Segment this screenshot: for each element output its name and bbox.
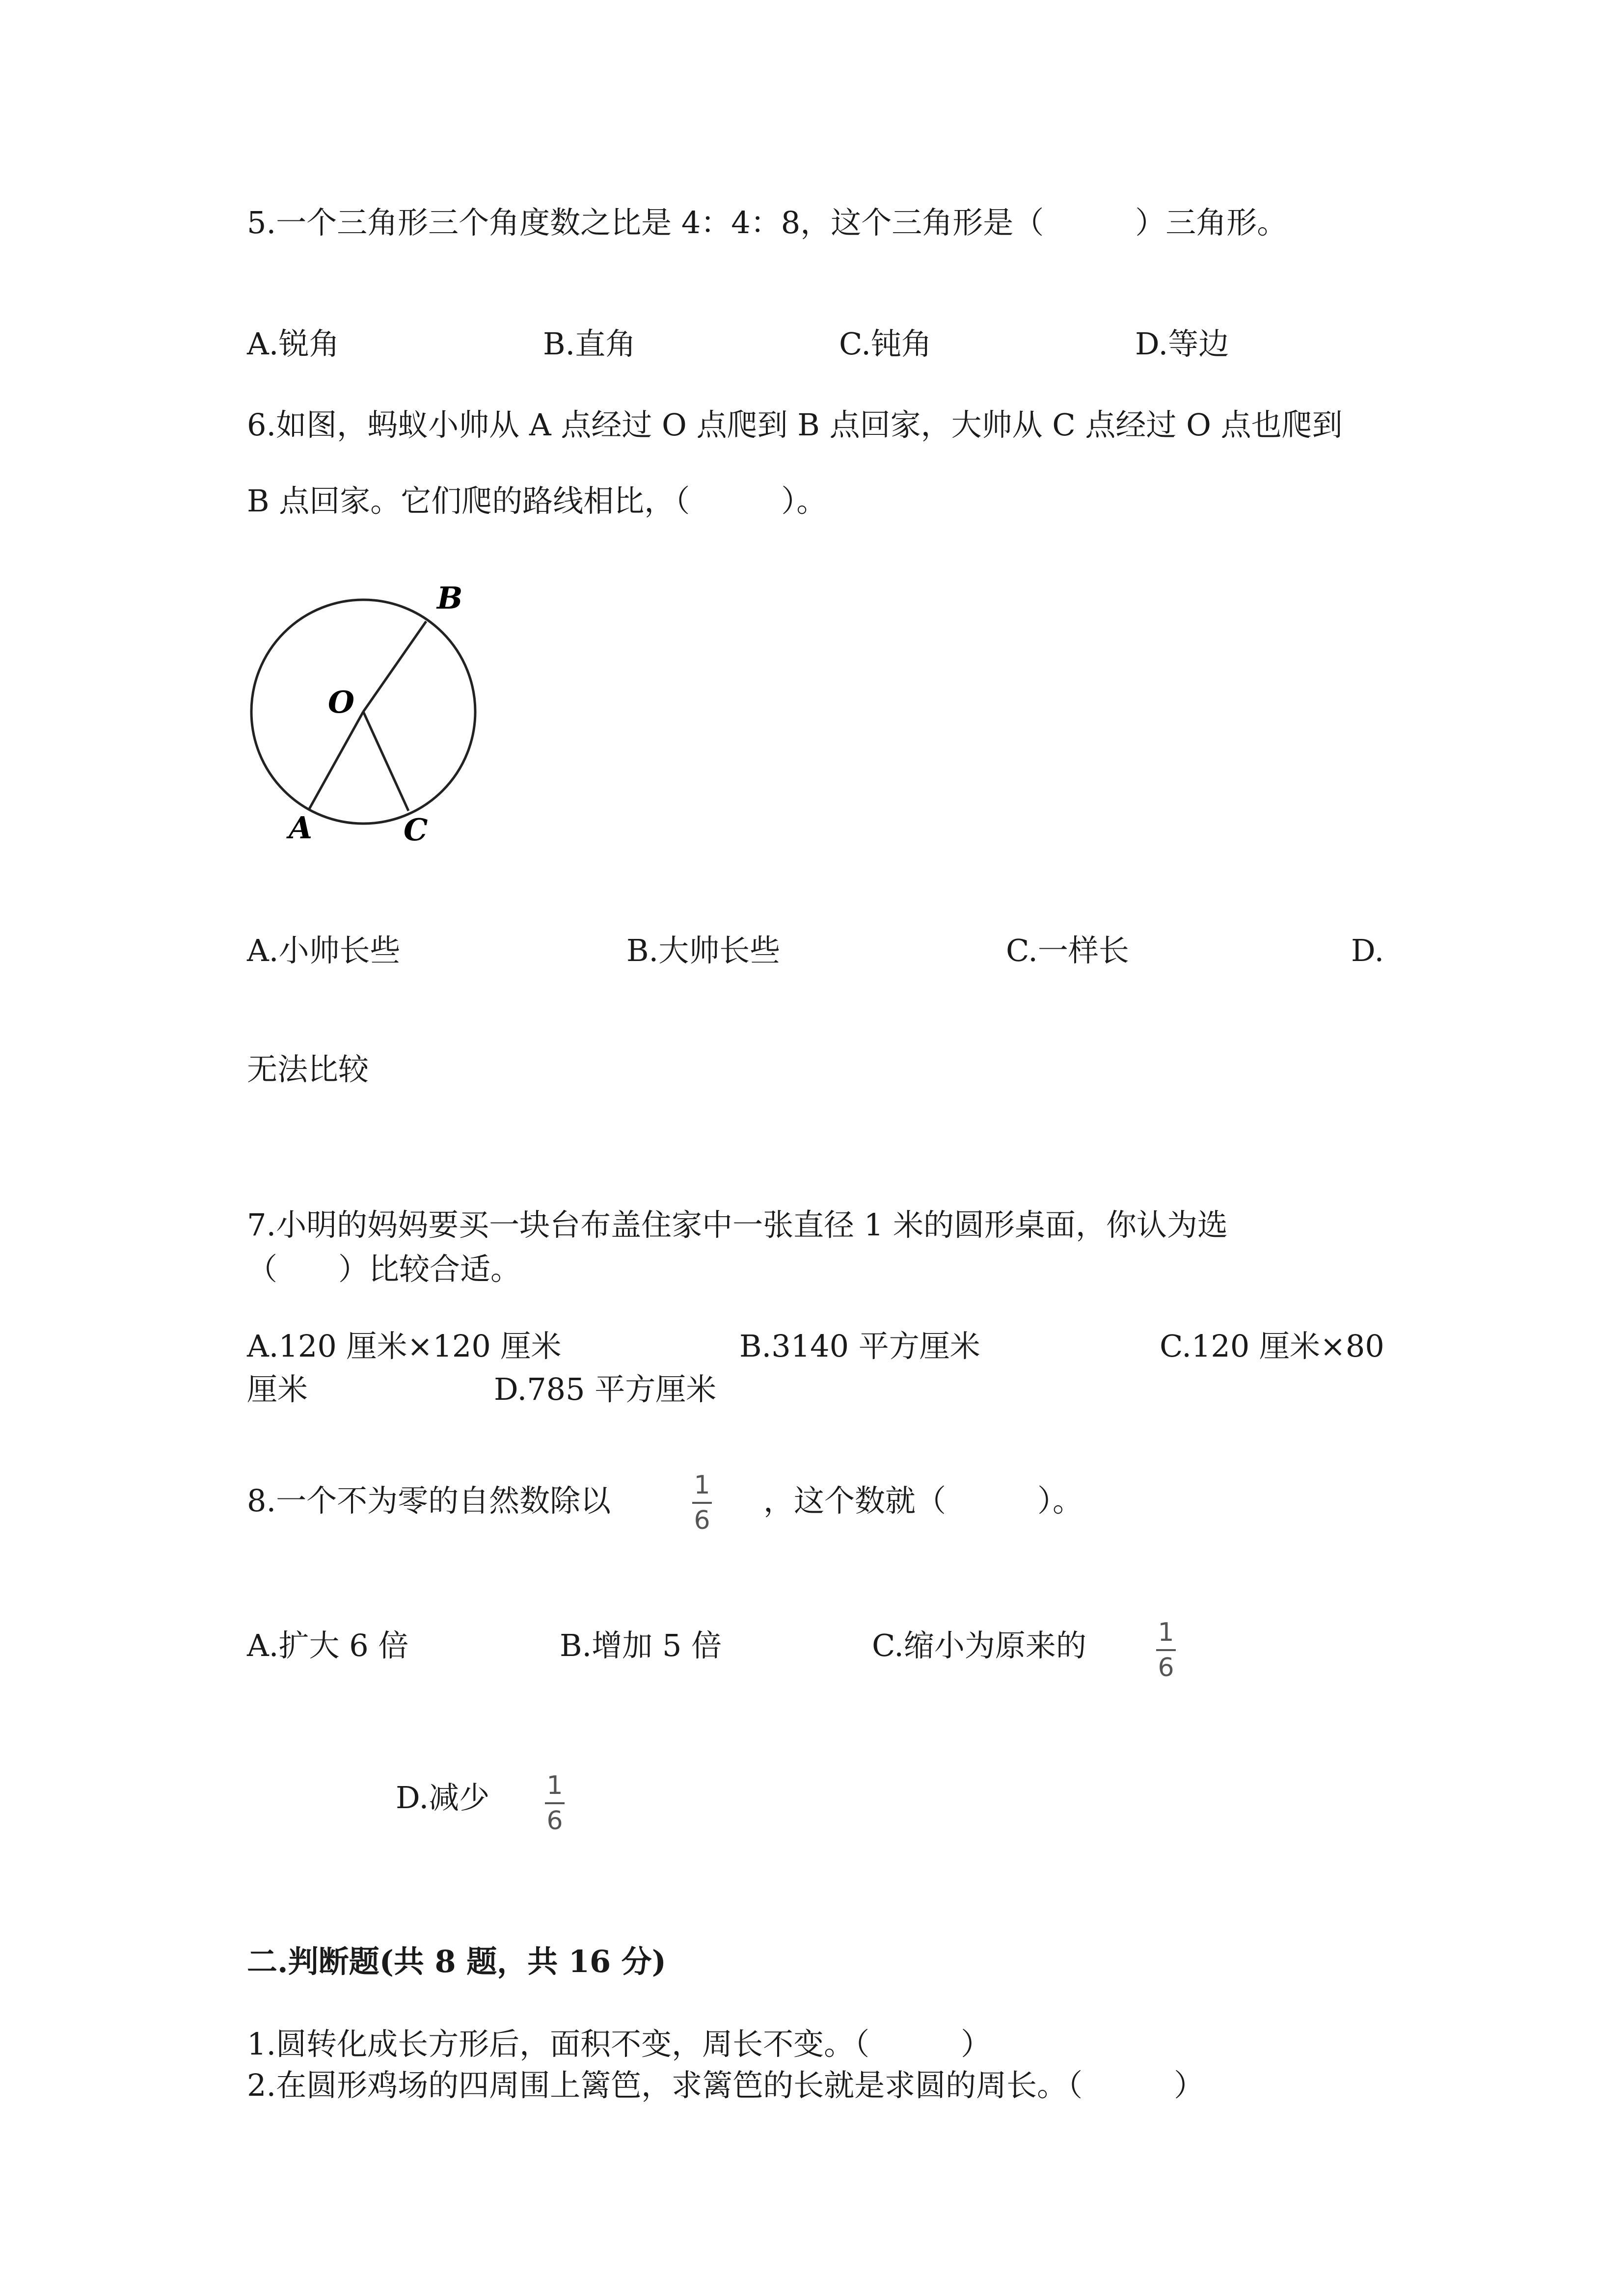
label-a: A: [289, 810, 313, 846]
q5-stem: 5.一个三角形三个角度数之比是 4：4：8，这个三角形是（ ）三角形。: [247, 205, 1288, 240]
q8-option-d-fraction: [545, 1773, 565, 1834]
fraction-numerator: 1: [694, 1470, 710, 1500]
q6-option-a: A.小帅长些: [247, 933, 401, 968]
fraction-numerator: 1: [1158, 1618, 1174, 1647]
q7-stem-line2: （ ）比较合适。: [247, 1251, 521, 1287]
q8-stem-before: 8.一个不为零的自然数除以: [247, 1483, 611, 1519]
segment-ob: [363, 621, 426, 712]
q6-option-d: D.: [1351, 933, 1384, 968]
q7-option-c-cont: 厘米: [247, 1371, 308, 1407]
q5-option-b: B.直角: [543, 326, 636, 362]
fraction-bar: [545, 1802, 565, 1804]
fraction-bar: [692, 1502, 712, 1504]
q8-option-a: A.扩大 6 倍: [247, 1628, 409, 1663]
segment-oa: [309, 712, 363, 809]
label-c: C: [404, 812, 428, 848]
q6-stem-line1: 6.如图，蚂蚁小帅从 A 点经过 O 点爬到 B 点回家，大帅从 C 点经过 O 点也爬到: [247, 407, 1343, 443]
q7-stem-line1: 7.小明的妈妈要买一块台布盖住家中一张直径 1 米的圆形桌面，你认为选: [247, 1207, 1228, 1243]
q8-option-b: B.增加 5 倍: [560, 1628, 722, 1663]
q7-option-a: A.120 厘米×120 厘米: [247, 1328, 562, 1364]
fraction-denominator: 6: [1158, 1653, 1174, 1682]
label-o: O: [328, 684, 355, 720]
q5-option-c: C.钝角: [839, 326, 932, 362]
segment-oc: [363, 712, 408, 811]
judge-item-2: 2.在圆形鸡场的四周围上篱笆，求篱笆的长就是求圆的周长。（ ）: [247, 2067, 1205, 2103]
q6-option-d-text: 无法比较: [247, 1051, 369, 1087]
q5-option-d: D.等边: [1135, 326, 1229, 362]
fraction-denominator: 6: [694, 1506, 710, 1535]
fraction-denominator: 6: [546, 1806, 563, 1836]
q6-circle-figure: [231, 579, 506, 859]
q7-option-c: C.120 厘米×80: [1160, 1328, 1384, 1364]
fraction-bar: [1156, 1649, 1176, 1651]
q7-option-d: D.785 平方厘米: [494, 1371, 717, 1407]
q6-option-c: C.一样长: [1006, 933, 1129, 968]
q6-stem-line2: B 点回家。它们爬的路线相比，（ ）。: [247, 483, 827, 519]
fraction-numerator: 1: [546, 1771, 563, 1800]
q8-stem-fraction: [692, 1472, 712, 1533]
q8-option-d: D.减少: [396, 1780, 490, 1815]
q8-stem-after: ，这个数就（ ）。: [763, 1483, 1083, 1519]
q5-option-a: A.锐角: [247, 326, 340, 362]
q8-option-c-fraction: [1156, 1620, 1176, 1681]
q8-option-c: C.缩小为原来的: [872, 1628, 1086, 1663]
q6-option-b: B.大帅长些: [626, 933, 781, 968]
section2-title: 二.判断题(共 8 题，共 16 分): [247, 1944, 667, 1979]
q7-option-b: B.3140 平方厘米: [739, 1328, 980, 1364]
judge-item-1: 1.圆转化成长方形后，面积不变，周长不变。（ ）: [247, 2026, 992, 2062]
label-b: B: [437, 580, 463, 616]
